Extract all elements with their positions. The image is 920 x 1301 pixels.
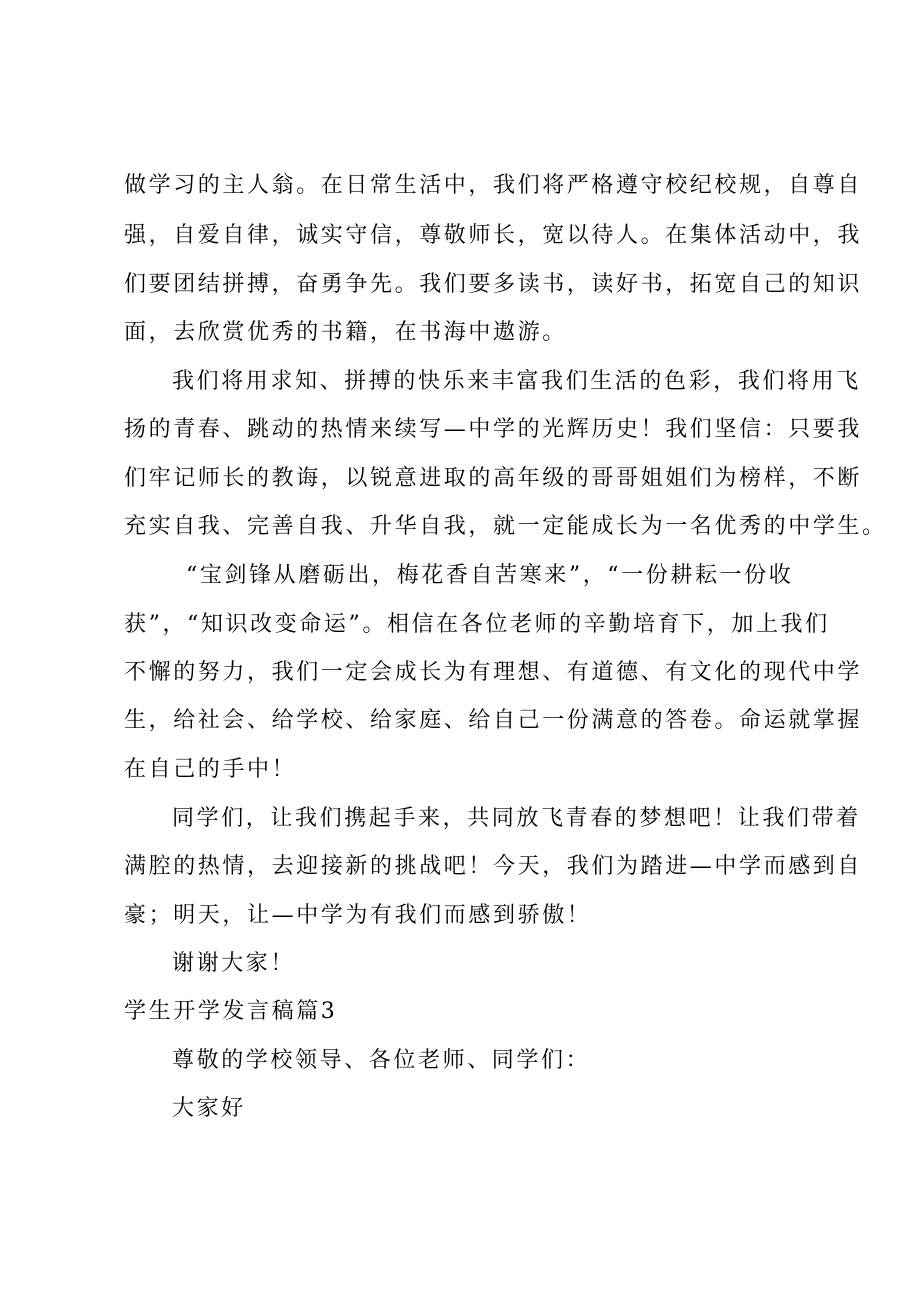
paragraph-line: 在自己的手中！ [124,757,297,782]
section-heading: 学生开学发言稿篇3 [124,999,338,1024]
paragraph-line: “宝剑锋从磨砺出，梅花香自苦寒来”，“一份耕耘一份收 [186,563,794,588]
paragraph-line: 豪；明天，让—中学为有我们而感到骄傲！ [124,903,592,928]
paragraph-line: 充实自我、完善自我、升华自我，就一定能成长为一名优秀的中学生。 [124,514,887,539]
closing-line: 谢谢大家！ [172,951,296,976]
paragraph-line: 扬的青春、跳动的热情来续写—中学的光辉历史！我们坚信：只要我 [124,417,863,442]
paragraph-line: 做学习的主人翁。在日常生活中，我们将严格遵守校纪校规，自尊自 [124,173,863,198]
paragraph-line: 强，自爱自律，诚实守信，尊敬师长，宽以待人。在集体活动中，我 [124,223,863,248]
paragraph-line: 同学们，让我们携起手来，共同放飞青春的梦想吧！让我们带着 [172,806,861,831]
paragraph-line: 不懈的努力，我们一定会成长为有理想、有道德、有文化的现代中学 [124,660,863,685]
salutation-line: 尊敬的学校领导、各位老师、同学们： [172,1048,591,1073]
greeting-line: 大家好 [172,1096,246,1121]
paragraph-line: 生，给社会、给学校、给家庭、给自己一份满意的答卷。命运就掌握 [124,708,863,733]
paragraph-line: 我们将用求知、拼搏的快乐来丰富我们生活的色彩，我们将用飞 [172,369,861,394]
paragraph-line: 们要团结拼搏，奋勇争先。我们要多读书，读好书，拓宽自己的知识 [124,272,863,297]
paragraph-line: 面，去欣赏优秀的书籍，在书海中遨游。 [124,320,567,345]
paragraph-line: 们牢记师长的教诲，以锐意进取的高年级的哥哥姐姐们为榜样，不断 [124,466,863,491]
paragraph-line: 满腔的热情，去迎接新的挑战吧！今天，我们为踏进—中学而感到自 [124,854,863,879]
paragraph-line: 获”，“知识改变命运”。相信在各位老师的辛勤培育下，加上我们 [124,612,830,637]
